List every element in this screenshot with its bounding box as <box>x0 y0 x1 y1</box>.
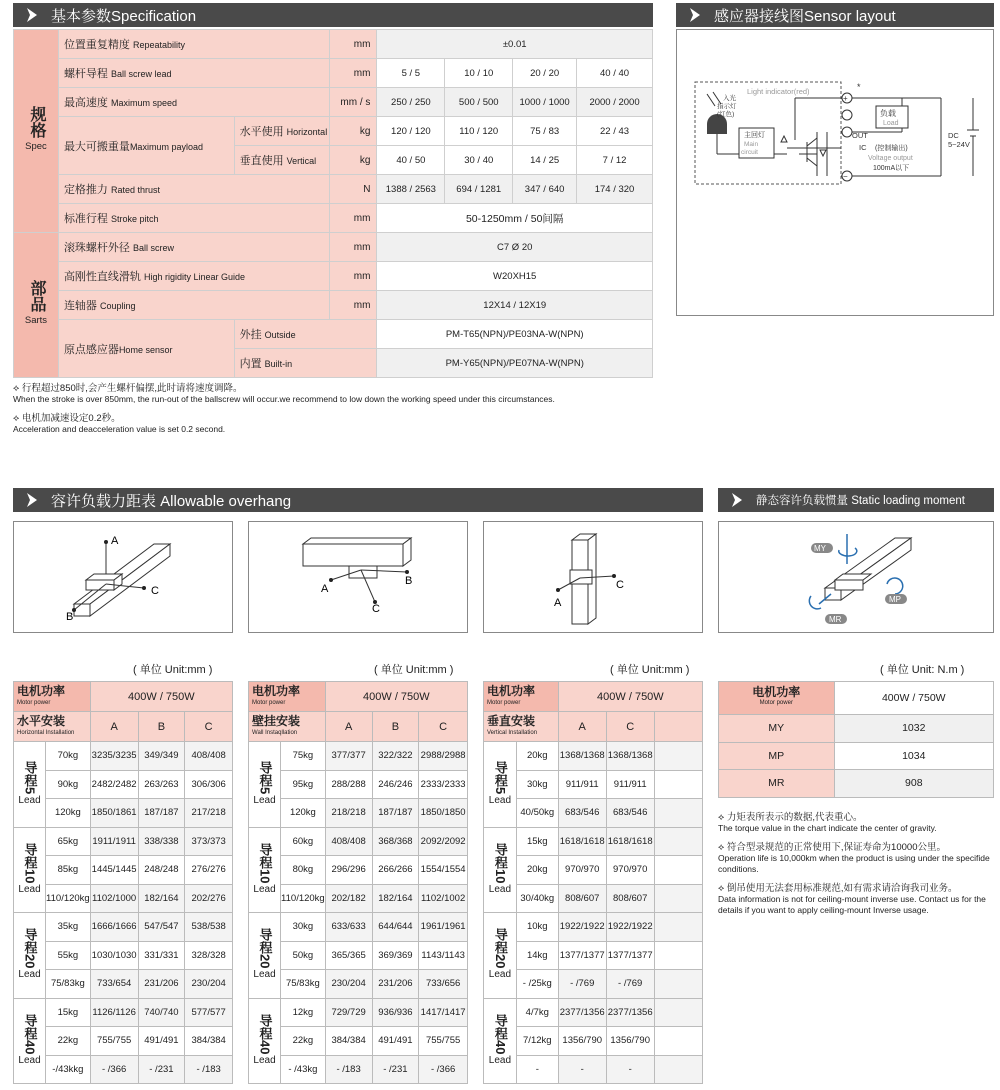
table-cell: 1850/1861 <box>90 799 138 828</box>
table-cell: 1368/1368 <box>558 742 606 771</box>
static-note-1: ⟡ 力矩表所表示的数据,代表重心。 The torque value in the chart indicate the center of gravity. <box>718 812 937 833</box>
table-row <box>484 827 703 856</box>
table-row <box>14 856 233 885</box>
table-cell: 808/607 <box>606 884 654 913</box>
column-header: A <box>90 712 138 742</box>
table-cell: 408/408 <box>325 827 372 856</box>
svg-text:A: A <box>554 597 562 609</box>
spec-side-label: 规格 Spec <box>14 30 59 233</box>
overhang-unit-2: ( 单位 Unit:mm ) <box>374 664 454 676</box>
svg-text:IC: IC <box>859 143 867 152</box>
mount-label: 壁挂安装 Wall Instaqllation <box>249 712 326 742</box>
horizontal-overhang-diagram <box>13 521 233 633</box>
table-cell: 296/296 <box>325 856 372 885</box>
table-cell: 733/654 <box>90 970 138 999</box>
mount-label: 垂直安装 Vertical Installation <box>484 712 559 742</box>
table-cell: 538/538 <box>185 913 233 942</box>
table-cell: 547/547 <box>138 913 185 942</box>
table-cell: 202/182 <box>325 884 372 913</box>
table-cell: 1377/1377 <box>558 941 606 970</box>
table-cell: 85kg <box>46 856 91 885</box>
table-cell: - /769 <box>606 970 654 999</box>
svg-text:MY: MY <box>814 544 826 553</box>
vertical-overhang-table <box>483 681 703 1084</box>
motor-power-value: 400W / 750W <box>90 682 232 712</box>
svg-text:MR: MR <box>829 615 842 624</box>
table-cell: 373/373 <box>185 827 233 856</box>
chevron-right-icon <box>21 488 43 512</box>
svg-text:负载: 负载 <box>880 109 896 118</box>
sensor-wiring-diagram <box>677 30 993 315</box>
column-header: B <box>138 712 185 742</box>
svg-text:*: * <box>857 82 861 92</box>
table-cell: 90kg <box>46 770 91 799</box>
svg-text:+: + <box>843 94 848 103</box>
overhang-header-title: 容许负载力距表 Allowable overhang <box>51 492 292 510</box>
table-row <box>249 1027 468 1056</box>
table-cell: - /231 <box>372 1055 419 1084</box>
table-cell: 1911/1911 <box>90 827 138 856</box>
table-cell: 95kg <box>281 770 326 799</box>
table-cell: 1356/790 <box>558 1027 606 1056</box>
svg-text:100mA以下: 100mA以下 <box>873 165 910 172</box>
table-cell: 755/755 <box>419 1027 468 1056</box>
table-cell: 217/218 <box>185 799 233 828</box>
table-cell: 369/369 <box>372 941 419 970</box>
column-header: B <box>372 712 419 742</box>
table-cell: 3235/3235 <box>90 742 138 771</box>
table-cell: 729/729 <box>325 998 372 1027</box>
lead-group-label: 导程 20 Lead <box>249 913 281 999</box>
table-cell: 1445/1445 <box>90 856 138 885</box>
table-row <box>249 856 468 885</box>
table-cell: 1143/1143 <box>419 941 468 970</box>
overhang-table <box>483 681 703 1084</box>
lead-group-label: 导程 10 Lead <box>249 827 281 913</box>
table-cell: 40/50kg <box>516 799 558 828</box>
static-header-title: 静态容许负载惯量 Static loading moment <box>756 495 965 507</box>
svg-text:主回灯: 主回灯 <box>744 132 765 139</box>
table-cell: 266/266 <box>372 856 419 885</box>
table-cell: 22kg <box>46 1027 91 1056</box>
table-cell: 70kg <box>46 742 91 771</box>
svg-text:A: A <box>321 583 329 595</box>
overhang-table <box>248 681 468 1084</box>
table-cell: - <box>558 1055 606 1084</box>
table-cell <box>654 1027 702 1056</box>
svg-text:C: C <box>151 585 159 597</box>
table-cell: 15kg <box>46 998 91 1027</box>
svg-text:OUT: OUT <box>852 131 868 140</box>
table-cell: 231/206 <box>138 970 185 999</box>
table-cell: 231/206 <box>372 970 419 999</box>
table-cell: 1417/1417 <box>419 998 468 1027</box>
table-cell: 110/120kg <box>281 884 326 913</box>
table-row <box>249 742 468 771</box>
overhang-unit-3: ( 单位 Unit:mm ) <box>610 664 690 676</box>
parts-side-label: 部品 Sarts <box>14 233 59 378</box>
table-cell: 75/83kg <box>281 970 326 999</box>
svg-text:−: − <box>843 172 848 181</box>
table-cell: 1368/1368 <box>606 742 654 771</box>
table-cell: 246/246 <box>372 770 419 799</box>
spec-header-bar <box>13 3 653 27</box>
table-cell: 187/187 <box>138 799 185 828</box>
table-cell: 30kg <box>516 770 558 799</box>
chevron-right-icon <box>684 3 706 27</box>
table-cell: 20kg <box>516 742 558 771</box>
overhang-unit-1: ( 单位 Unit:mm ) <box>133 664 213 676</box>
table-cell: 733/656 <box>419 970 468 999</box>
table-cell: 1961/1961 <box>419 913 468 942</box>
table-cell: 683/546 <box>606 799 654 828</box>
table-cell: 577/577 <box>185 998 233 1027</box>
mount-label: 水平安装 Horizontal Installation <box>14 712 91 742</box>
table-cell: 4/7kg <box>516 998 558 1027</box>
table-row <box>484 1055 703 1084</box>
table-row <box>484 970 703 999</box>
static-moment-diagram <box>718 521 994 633</box>
svg-text:circuit: circuit <box>741 149 758 156</box>
table-cell: 276/276 <box>185 856 233 885</box>
lead-group-label: 导程 20 Lead <box>14 913 46 999</box>
table-cell <box>654 799 702 828</box>
table-cell: - /183 <box>325 1055 372 1084</box>
table-cell: 377/377 <box>325 742 372 771</box>
static-note-3: ⟡ 倒吊使用无法套用标准规范,如有需求请洽询我司业务。 Data information is not for ceiling-mount inverse use. Contact us for the details if you want to apply ceiling-mount Inverse usage. <box>718 883 986 915</box>
table-cell: - /43kg <box>281 1055 326 1084</box>
table-cell: 1618/1618 <box>558 827 606 856</box>
table-cell: 1666/1666 <box>90 913 138 942</box>
spec-note-2: ⟡ 电机加减速设定0.2秒。 Acceleration and deacceleration value is set 0.2 second. <box>13 413 226 434</box>
table-row <box>484 884 703 913</box>
table-row <box>249 998 468 1027</box>
column-header: C <box>419 712 468 742</box>
table-cell: 15kg <box>516 827 558 856</box>
lead-group-label: 导程 10 Lead <box>14 827 46 913</box>
table-cell: 20kg <box>516 856 558 885</box>
table-cell: 306/306 <box>185 770 233 799</box>
overhang-header-bar <box>13 488 703 512</box>
table-row <box>249 827 468 856</box>
table-cell: 182/164 <box>138 884 185 913</box>
table-cell <box>654 856 702 885</box>
table-cell: 2988/2988 <box>419 742 468 771</box>
lead-group-label: 导程 5 Lead <box>249 742 281 828</box>
table-cell: 384/384 <box>185 1027 233 1056</box>
lead-group-label: 导程 40 Lead <box>484 998 517 1084</box>
table-cell: 65kg <box>46 827 91 856</box>
table-cell: 328/328 <box>185 941 233 970</box>
table-cell: 808/607 <box>558 884 606 913</box>
table-row <box>249 913 468 942</box>
vertical-overhang-diagram <box>483 521 703 633</box>
table-cell: 22kg <box>281 1027 326 1056</box>
spec-table: 规格 Spec 位置重复精度 Repeatability mm ±0.01 螺杆导程 Ball screw lead mm 5 / 5 10 / 10 20 / 20 40 / 40 最高速度 Maximum speed mm / s 250 / 250 500 / 500 1000 / 1000 2000 / 2000 最大可搬重量Maximum payload 水平使用 Horizontal kg 120 / 120 110 / 120 75 / 83 22 / 43 垂直使用 Vertical kg 40 / 50 30 / 40 14 / 25 7 / 12 定格推力 Rated thrust N 1388 / 2563 694 / 1281 347 / 640 174 / 320 标准行程 Stroke pitch mm 50-1250mm / 50间隔 部品 Sarts 滚珠螺杆外径 Ball screw mm C7 Ø 20 高刚性直线滑轨 High rigidity Linear Guide mm W20XH15 连轴器 Coupling mm 12X14 / 12X19 原点感应器Home sensor 外挂 Outside PM-T65(NPN)/PE03NA-W(NPN) 内置 Built-in PM-Y65(NPN)/PE07NA-W(NPN) <box>13 29 653 378</box>
table-cell: 331/331 <box>138 941 185 970</box>
column-header <box>654 712 702 742</box>
table-row <box>484 770 703 799</box>
column-header: A <box>325 712 372 742</box>
table-row <box>249 1055 468 1084</box>
table-cell: - /366 <box>419 1055 468 1084</box>
table-cell: - /366 <box>90 1055 138 1084</box>
table-row <box>249 884 468 913</box>
table-cell: 110/120kg <box>46 884 91 913</box>
chevron-right-icon <box>21 3 43 27</box>
table-cell: 75/83kg <box>46 970 91 999</box>
wall-overhang-table <box>248 681 468 1084</box>
table-cell: 338/338 <box>138 827 185 856</box>
table-cell: 1554/1554 <box>419 856 468 885</box>
table-cell: 2333/2333 <box>419 770 468 799</box>
sensor-header-bar <box>676 3 994 27</box>
svg-text:Load: Load <box>883 120 899 127</box>
table-cell <box>654 913 702 942</box>
table-row <box>14 770 233 799</box>
svg-text:(红色): (红色) <box>717 111 735 118</box>
spec-note-1: ⟡ 行程超过850时,会产生螺杆偏摆,此时请将速度调降。 When the stroke is over 850mm, the run-out of the ballscrew will occur.we recommend to low down the working speed under this circumstances. <box>13 383 555 404</box>
table-cell <box>654 770 702 799</box>
svg-text:C: C <box>616 579 624 591</box>
table-row <box>14 1027 233 1056</box>
table-cell: 2377/1356 <box>606 998 654 1027</box>
table-cell: 12kg <box>281 998 326 1027</box>
motor-power-label: 电机功率 Motor power <box>249 682 326 712</box>
motor-power-value: 400W / 750W <box>558 682 702 712</box>
table-cell <box>654 884 702 913</box>
table-cell: 633/633 <box>325 913 372 942</box>
svg-text:A: A <box>111 535 119 547</box>
table-row <box>484 913 703 942</box>
table-cell: 75kg <box>281 742 326 771</box>
column-header: C <box>606 712 654 742</box>
table-cell: 970/970 <box>606 856 654 885</box>
table-cell: 644/644 <box>372 913 419 942</box>
table-cell: 187/187 <box>372 799 419 828</box>
table-cell: 755/755 <box>90 1027 138 1056</box>
table-cell: 936/936 <box>372 998 419 1027</box>
table-cell: 408/408 <box>185 742 233 771</box>
spec-header-title: 基本参数Specification <box>51 7 197 25</box>
table-row <box>484 742 703 771</box>
svg-text:B: B <box>405 575 413 587</box>
table-cell: 2482/2482 <box>90 770 138 799</box>
svg-text:5~24V: 5~24V <box>948 140 970 149</box>
table-row <box>484 941 703 970</box>
table-cell: 1102/1000 <box>90 884 138 913</box>
table-cell: 1922/1922 <box>606 913 654 942</box>
table-cell: 182/164 <box>372 884 419 913</box>
motor-power-label: 电机功率 Motor power <box>484 682 559 712</box>
table-row <box>14 827 233 856</box>
table-cell <box>654 998 702 1027</box>
column-header: C <box>185 712 233 742</box>
lead-group-label: 导程 40 Lead <box>249 998 281 1084</box>
table-row <box>484 799 703 828</box>
table-cell: 970/970 <box>558 856 606 885</box>
table-cell: 288/288 <box>325 770 372 799</box>
table-cell: 50kg <box>281 941 326 970</box>
table-row <box>14 884 233 913</box>
table-cell: 1850/1850 <box>419 799 468 828</box>
table-cell: 1377/1377 <box>606 941 654 970</box>
table-cell: 120kg <box>46 799 91 828</box>
svg-text:入光: 入光 <box>723 95 736 102</box>
repeatability-value: ±0.01 <box>377 30 653 59</box>
table-cell: 384/384 <box>325 1027 372 1056</box>
table-row <box>484 856 703 885</box>
table-cell: 1356/790 <box>606 1027 654 1056</box>
table-cell: 248/248 <box>138 856 185 885</box>
svg-text:DC: DC <box>948 131 959 140</box>
table-cell: 263/263 <box>138 770 185 799</box>
table-cell: 1922/1922 <box>558 913 606 942</box>
svg-text:C: C <box>372 603 380 615</box>
table-cell: - /25kg <box>516 970 558 999</box>
table-cell: 120kg <box>281 799 326 828</box>
table-row <box>14 913 233 942</box>
chevron-right-icon <box>726 488 748 512</box>
table-cell: 218/218 <box>325 799 372 828</box>
table-cell <box>654 970 702 999</box>
svg-text:MP: MP <box>889 595 901 604</box>
table-row <box>14 941 233 970</box>
table-row <box>249 970 468 999</box>
table-cell: 230/204 <box>325 970 372 999</box>
wall-overhang-diagram <box>248 521 468 633</box>
table-cell: 491/491 <box>372 1027 419 1056</box>
sensor-header-title: 感应器接线图Sensor layout <box>714 7 896 25</box>
table-cell: 80kg <box>281 856 326 885</box>
table-cell: 740/740 <box>138 998 185 1027</box>
table-cell: 230/204 <box>185 970 233 999</box>
table-cell: 30/40kg <box>516 884 558 913</box>
lead-group-label: 导程 40 Lead <box>14 998 46 1084</box>
table-cell: 491/491 <box>138 1027 185 1056</box>
lead-group-label: 导程 10 Lead <box>484 827 517 913</box>
table-cell: 911/911 <box>558 770 606 799</box>
table-row <box>14 799 233 828</box>
svg-text:指示灯: 指示灯 <box>717 103 737 110</box>
table-cell <box>654 941 702 970</box>
table-cell: 349/349 <box>138 742 185 771</box>
table-row <box>484 998 703 1027</box>
static-header-bar <box>718 488 994 512</box>
svg-text:B: B <box>66 611 74 623</box>
table-cell: 55kg <box>46 941 91 970</box>
lead-group-label: 导程 5 Lead <box>484 742 517 828</box>
table-cell: - /183 <box>185 1055 233 1084</box>
table-cell: 911/911 <box>606 770 654 799</box>
table-cell: 2377/1356 <box>558 998 606 1027</box>
table-row <box>249 941 468 970</box>
table-cell: 14kg <box>516 941 558 970</box>
table-row <box>14 742 233 771</box>
table-cell: 10kg <box>516 913 558 942</box>
static-moment-table: 电机功率 Motor power 400W / 750W MY 1032 MP 1034 MR 908 <box>718 681 994 798</box>
table-cell: 1126/1126 <box>90 998 138 1027</box>
table-cell: 60kg <box>281 827 326 856</box>
table-cell: 1030/1030 <box>90 941 138 970</box>
table-cell: - /231 <box>138 1055 185 1084</box>
table-cell <box>654 1055 702 1084</box>
table-cell: - <box>606 1055 654 1084</box>
table-row <box>484 1027 703 1056</box>
table-cell: 1102/1002 <box>419 884 468 913</box>
sensor-layout-frame <box>676 29 994 316</box>
table-row <box>249 770 468 799</box>
table-cell: 365/365 <box>325 941 372 970</box>
static-unit: ( 单位 Unit: N.m ) <box>880 664 965 676</box>
table-cell: 202/276 <box>185 884 233 913</box>
static-note-2: ⟡ 符合型录规范的正常使用下,保证寿命为10000公里。 Operation life is 10,000km when the product is using under the specifide conditions. <box>718 842 990 874</box>
table-cell: - <box>516 1055 558 1084</box>
table-cell: 1618/1618 <box>606 827 654 856</box>
column-header: A <box>558 712 606 742</box>
table-row <box>249 799 468 828</box>
table-cell: -/43kkg <box>46 1055 91 1084</box>
overhang-table <box>13 681 233 1084</box>
motor-power-label: 电机功率 Motor power <box>14 682 91 712</box>
svg-text:Main: Main <box>744 141 759 148</box>
table-cell: - /769 <box>558 970 606 999</box>
lead-group-label: 导程 5 Lead <box>14 742 46 828</box>
table-cell: 35kg <box>46 913 91 942</box>
table-cell: 683/546 <box>558 799 606 828</box>
table-cell: 30kg <box>281 913 326 942</box>
svg-text:Light indicator(red): Light indicator(red) <box>747 87 810 96</box>
table-row <box>14 1055 233 1084</box>
svg-text:Voltage output: Voltage output <box>868 155 913 162</box>
horizontal-overhang-table <box>13 681 233 1084</box>
table-row <box>14 998 233 1027</box>
table-cell <box>654 827 702 856</box>
table-cell <box>654 742 702 771</box>
svg-text:(控制输出): (控制输出) <box>875 145 908 152</box>
table-cell: 7/12kg <box>516 1027 558 1056</box>
table-cell: 2092/2092 <box>419 827 468 856</box>
table-cell: 368/368 <box>372 827 419 856</box>
table-cell: 322/322 <box>372 742 419 771</box>
motor-power-value: 400W / 750W <box>325 682 467 712</box>
table-row <box>14 970 233 999</box>
lead-group-label: 导程 20 Lead <box>484 913 517 999</box>
